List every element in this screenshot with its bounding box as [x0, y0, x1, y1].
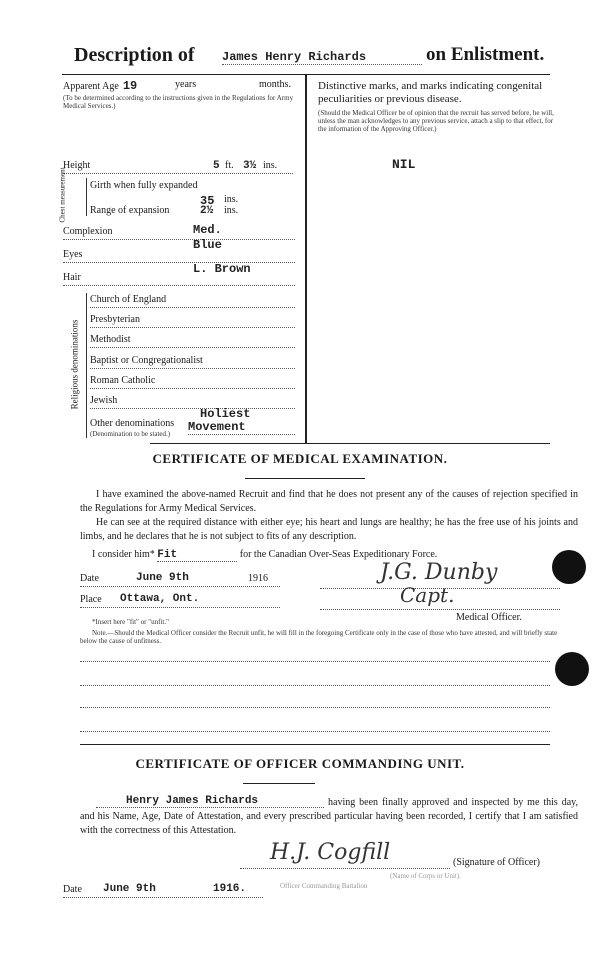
girth-value: 35: [200, 194, 215, 208]
other-value-2: Movement: [188, 420, 295, 435]
religion-item: [90, 375, 295, 389]
age-row: [63, 79, 299, 93]
commanding-date-label: Date: [63, 884, 82, 895]
complexion-row: [63, 223, 295, 240]
title-suffix: on Enlistment.: [426, 44, 545, 65]
marks-value: NIL: [392, 157, 416, 172]
marks-heading: Distinctive marks, and marks indicating congenital peculiarities or previous disease.: [318, 80, 543, 105]
medical-signature-rank: Capt.: [400, 583, 455, 607]
marks-note: (Should the Medical Officer be of opinion that the recruit has served before, he will, unless the man acknowledges to any previous service, attach a slip to that effect, for the information of the Approving Officer.): [318, 109, 554, 133]
commanding-date-year: 1916.: [213, 883, 247, 895]
religion-item: [90, 355, 295, 369]
medical-place-value: Ottawa, Ont.: [120, 593, 200, 605]
unfitness-line-3: [80, 707, 550, 708]
signature-of-officer-label: (Signature of Officer): [453, 857, 541, 868]
unit-label: (Name of Corps or Unit).: [390, 872, 461, 880]
fitness-value: Fit: [157, 549, 237, 562]
medical-footnote: *Insert here "fit" or "unfit.": [92, 618, 169, 626]
medical-title: CERTIFICATE OF MEDICAL EXAMINATION.: [152, 451, 448, 466]
religion-label: Roman Catholic: [90, 375, 156, 386]
place-label: Place: [80, 594, 102, 605]
age-value: 19: [122, 79, 138, 93]
hair-row: [63, 262, 295, 286]
medical-end-rule: [80, 744, 550, 745]
medical-date-value: June 9th: [136, 572, 189, 584]
document-header: [60, 44, 550, 70]
commanding-title: CERTIFICATE OF OFFICER COMMANDING UNIT.: [135, 756, 465, 771]
commanding-signature: H.J. Cogfill: [270, 840, 391, 865]
age-note: (To be determined according to the instructions given in the Regulations for Army Medical Services.): [63, 94, 294, 110]
medical-signature: J.G. Dunby: [380, 560, 498, 585]
hair-label: Hair: [63, 272, 81, 283]
age-label: Apparent Age: [63, 81, 119, 92]
eyes-value: Blue: [193, 238, 222, 252]
commanding-title-rule: [243, 783, 315, 784]
commanding-signature-line: [240, 868, 450, 869]
medical-para-2: He can see at the required distance with either eye; his heart and lungs are healthy; he has the free use of his joints and limbs, and he declares that he is not subject to fits of any description.: [80, 517, 578, 542]
height-row: [63, 160, 293, 174]
range-unit: ins.: [224, 205, 239, 216]
years-label: years: [175, 79, 197, 90]
religion-label: Presbyterian: [90, 314, 140, 325]
commanding-name: Henry James Richards: [96, 795, 324, 808]
religion-label: Jewish: [90, 395, 118, 406]
section-rule: [150, 443, 550, 444]
eyes-row: [63, 238, 295, 263]
medical-title-rule: [245, 478, 365, 479]
girth-label: Girth when fully expanded: [90, 180, 198, 191]
religion-other: [90, 407, 295, 439]
unfitness-line-1: [80, 661, 550, 662]
religion-item: [90, 334, 295, 348]
medical-date-year: 1916: [248, 573, 268, 584]
commanding-date-value: June 9th: [103, 883, 156, 895]
height-label: Height: [63, 160, 91, 171]
religion-group-label: Religious denominations: [69, 319, 80, 410]
religion-label: Church of England: [90, 294, 167, 305]
consider-suffix: for the Canadian Over-Seas Expeditionary Force.: [239, 549, 438, 560]
range-label: Range of expansion: [90, 205, 170, 216]
religion-brace: [86, 293, 87, 438]
medical-signature-line-2: [320, 609, 560, 610]
girth-unit: ins.: [224, 194, 239, 205]
range-row: [90, 205, 300, 216]
religion-label: Methodist: [90, 334, 131, 345]
unfitness-line-4: [80, 731, 550, 732]
religion-label: Baptist or Congregationalist: [90, 355, 203, 366]
unfitness-line-2: [80, 685, 550, 686]
column-divider: [305, 74, 307, 444]
height-feet: 5: [213, 160, 220, 172]
medical-place-row: [80, 594, 280, 608]
medical-date-row: [80, 573, 280, 587]
hair-value: L. Brown: [193, 262, 251, 276]
medical-officer-label: Medical Officer.: [456, 612, 522, 623]
religion-item: [90, 314, 295, 328]
other-label: Other denominations: [90, 418, 175, 429]
religion-item: [90, 395, 295, 409]
commanding-para: having been finally approved and inspected by me this day, and his Name, Age, Date of Attestation, and every prescribed particular having been recorded, I certify that I am satisfied with the correctness of this Attestation.: [80, 797, 578, 836]
height-ins-label: ins.: [263, 160, 278, 171]
punch-hole: [552, 550, 586, 584]
other-value-1: Holiest: [200, 407, 251, 421]
commanding-officer-label: Officer Commanding Battalion: [280, 882, 368, 890]
height-inches: 3½: [243, 160, 257, 172]
punch-hole: [555, 652, 589, 686]
consider-prefix: I consider him*: [92, 549, 155, 560]
chest-group-label: Chest measurement: [58, 167, 67, 223]
height-ft-label: ft.: [225, 160, 234, 171]
other-note: (Denomination to be stated.): [90, 430, 171, 438]
eyes-label: Eyes: [63, 249, 83, 260]
commanding-date-row: [63, 884, 263, 898]
title-prefix: Description of: [74, 44, 195, 66]
date-label: Date: [80, 573, 99, 584]
girth-row: [90, 180, 300, 208]
religion-item: [90, 294, 295, 308]
complexion-value: Med.: [193, 223, 222, 237]
medical-note: Note.—Should the Medical Officer consider the Recruit unfit, he will fill in the foregoing Certificate only in the case of those who have attested, and will briefly state below the cause of unfitness.: [80, 629, 558, 645]
chest-brace: [86, 178, 87, 216]
recruit-name: James Henry Richards: [222, 50, 422, 65]
months-label: months.: [259, 79, 291, 90]
medical-para-1: I have examined the above-named Recruit and find that he does not present any of the causes of rejection specified in the Regulations for Army Medical Services.: [80, 489, 578, 514]
range-value: 2½: [200, 205, 214, 217]
complexion-label: Complexion: [63, 226, 113, 237]
